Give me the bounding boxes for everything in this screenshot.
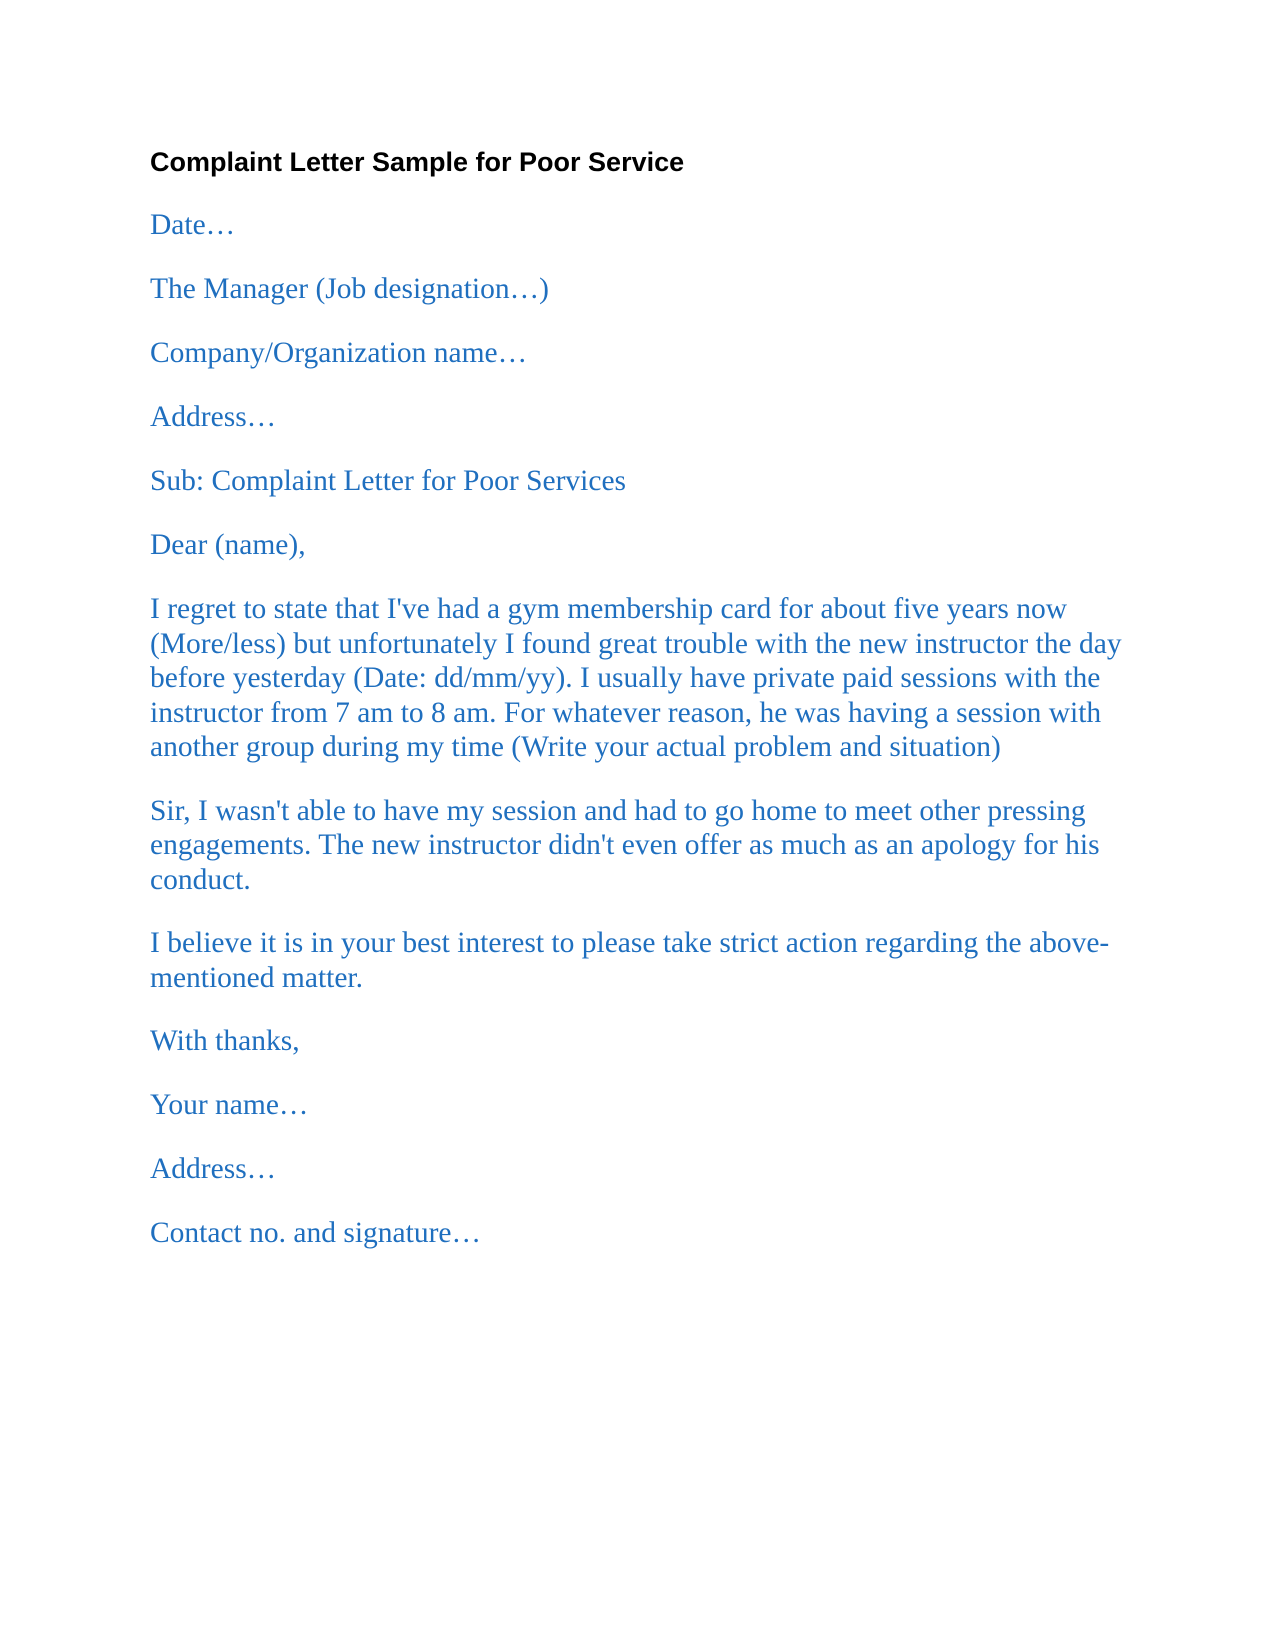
sender-name-line: Your name…	[150, 1089, 309, 1122]
contact-signature-line: Contact no. and signature…	[150, 1217, 481, 1250]
date-line: Date…	[150, 209, 236, 242]
sender-address-line: Address…	[150, 1153, 277, 1186]
letter-body	[150, 146, 1135, 1280]
document-title: Complaint Letter Sample for Poor Service	[150, 147, 685, 177]
recipient-address-line: Address…	[150, 401, 277, 434]
company-line: Company/Organization name…	[150, 337, 528, 370]
body-paragraph-2: Sir, I wasn't able to have my session and had to go home to meet other pressing engagements. The new instructor didn't even offer as much as an apology for his conduct.	[150, 794, 1100, 896]
body-paragraph-3: I believe it is in your best interest to please take strict action regarding the above-mentioned matter.	[150, 927, 1110, 994]
subject-line: Sub: Complaint Letter for Poor Services	[150, 465, 627, 498]
salutation-line: Dear (name),	[150, 529, 306, 562]
closing-line: With thanks,	[150, 1025, 300, 1058]
body-paragraph-1: I regret to state that I've had a gym membership card for about five years now (More/less) but unfortunately I found great trouble with the new instructor the day before yesterday (Date: dd/mm/yy). I usually have private paid sessions with the instructor from 7 am to 8 am. For whatever reason, he was having a session with another group during my time (Write your actual problem and situation)	[150, 593, 1122, 764]
recipient-line: The Manager (Job designation…)	[150, 273, 549, 306]
